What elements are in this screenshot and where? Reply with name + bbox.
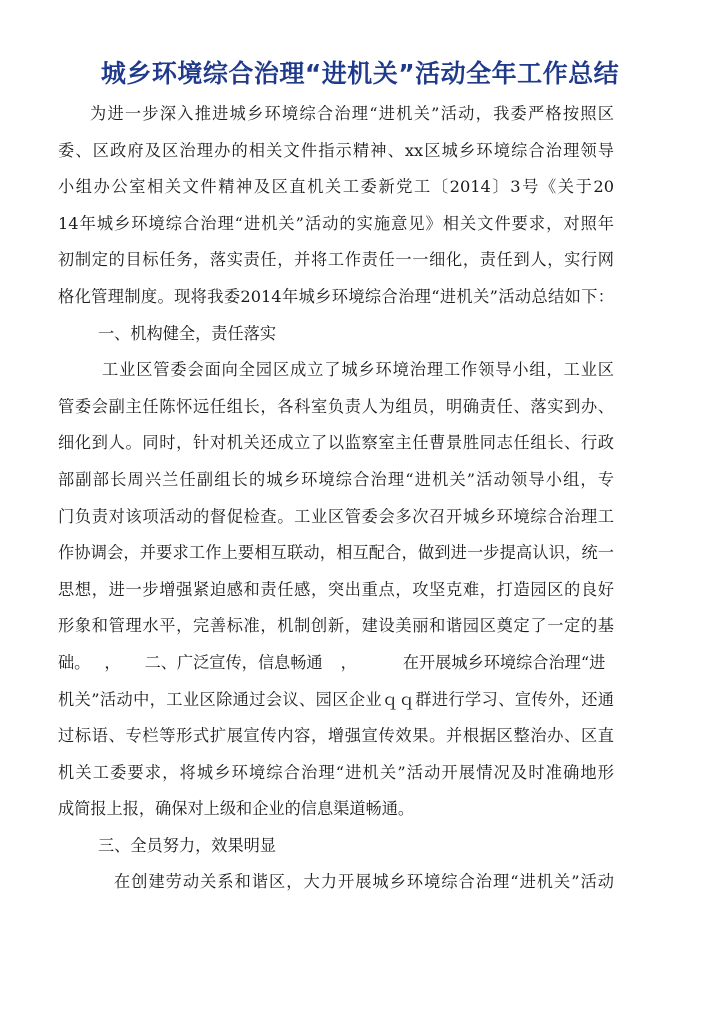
paragraph-line: 小组办公室相关文件精神及区直机关工委新党工〔2014〕3号《关于20 [58, 177, 614, 197]
paragraph-line: 机关工委要求，将城乡环境综合治理“进机关”活动开展情况及时准确地形 [58, 762, 614, 782]
paragraph-line: 工业区管委会面向全园区成立了城乡环境治理工作领导小组，工业区 [102, 360, 614, 380]
paragraph-line: 细化到人。同时，针对机关还成立了以监察室主任曹景胜同志任组长、行政 [58, 433, 614, 453]
mixed-line [58, 645, 614, 682]
paragraph-line: 在创建劳动关系和谐区，大力开展城乡环境综合治理“进机关”活动 [114, 872, 614, 892]
paragraph-line: 门负责对该项活动的督促检查。工业区管委会多次召开城乡环境综合治理工 [58, 506, 614, 526]
paragraph-line: 14年城乡环境综合治理“进机关”活动的实施意见》相关文件要求，对照年 [58, 213, 614, 233]
section-heading: 二、广泛宣传，信息畅通 [144, 652, 323, 672]
separator-mark: ， [104, 652, 121, 672]
paragraph-end: 础。 [58, 652, 91, 672]
section-heading: 三、全员努力，效果明显 [98, 835, 277, 855]
paragraph-line: 过标语、专栏等形式扩展宣传内容，增强宣传效果。并根据区整治办、区直 [58, 726, 614, 746]
paragraph-line: 部副部长周兴兰任副组长的城乡环境综合治理“进机关”活动领导小组，专 [58, 469, 614, 489]
paragraph-line: 委、区政府及区治理办的相关文件指示精神、xx区城乡环境综合治理领导 [58, 140, 614, 160]
document-body [58, 96, 614, 901]
separator-mark: ， [340, 652, 357, 672]
paragraph-start: 在开展城乡环境综合治理“进 [402, 652, 606, 672]
paragraph-line: 初制定的目标任务，落实责任，并将工作责任一一细化，责任到人，实行网 [58, 250, 614, 270]
paragraph-line: 格化管理制度。现将我委2014年城乡环境综合治理“进机关”活动总结如下： [58, 286, 614, 306]
document-title: 城乡环境综合治理“进机关”活动全年工作总结 [100, 59, 620, 88]
paragraph-line: 思想，进一步增强紧迫感和责任感，突出重点，攻坚克难，打造园区的良好 [58, 579, 614, 599]
paragraph-line: 机关”活动中，工业区除通过会议、园区企业ｑｑ群进行学习、宣传外，还通 [58, 689, 614, 709]
paragraph-line: 管委会副主任陈怀远任组长，各科室负责人为组员，明确责任、落实到办、 [58, 396, 614, 416]
paragraph-line: 形象和管理水平，完善标准，机制创新，建设美丽和谐园区奠定了一定的基 [58, 616, 614, 636]
section-heading: 一、机构健全，责任落实 [98, 323, 277, 343]
paragraph-line: 作协调会，并要求工作上要相互联动，相互配合，做到进一步提高认识，统一 [58, 543, 614, 563]
paragraph-line: 成简报上报，确保对上级和企业的信息渠道畅通。 [58, 799, 415, 819]
paragraph-line: 为进一步深入推进城乡环境综合治理“进机关”活动，我委严格按照区 [90, 104, 614, 123]
